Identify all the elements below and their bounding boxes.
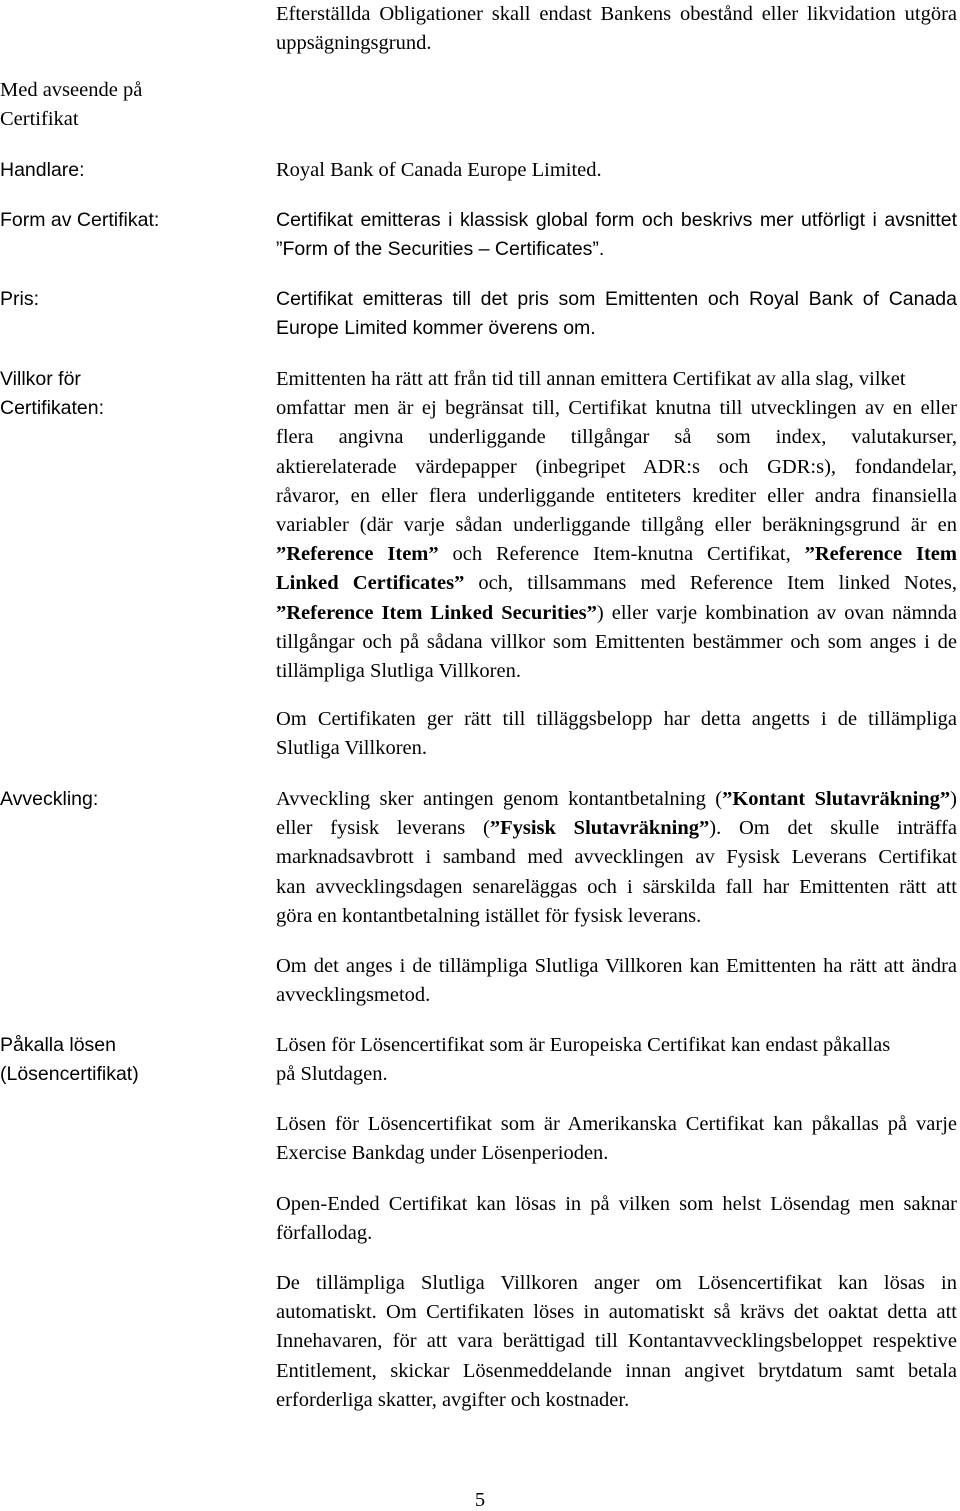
dealer-value xyxy=(276,156,957,185)
section-heading-line: Certifikat xyxy=(0,108,79,131)
paragraph-text: ) xyxy=(950,788,957,810)
paragraph-line: automatiskt. Om Certifikaten löses in automatiskt så krävs det oaktat detta att xyxy=(276,1301,957,1324)
paragraph-line: Europe Limited kommer överens om. xyxy=(276,317,596,340)
terms-label-line: Villkor för xyxy=(0,368,81,390)
terms-additional-amount-paragraph xyxy=(276,705,957,763)
exercise-paragraph xyxy=(276,1110,957,1168)
settlement-method-paragraph xyxy=(276,952,957,1010)
paragraph-line: Om det anges i de tillämpliga Slutliga Villkoren kan Emittenten ha rätt att ändra xyxy=(276,955,957,977)
paragraph-line: variabler (där varje sådan underliggande tillgång eller beräkningsgrund är en xyxy=(276,514,957,537)
paragraph-line: Lösen för Lösencertifikat som är Europeiska Certifikat kan endast påkallas xyxy=(276,1034,891,1056)
paragraph-line xyxy=(276,785,957,814)
defined-term: ”Reference Item” xyxy=(276,543,439,566)
paragraph-line: förfallodag. xyxy=(276,1222,373,1245)
terms-label-line: Certifikaten: xyxy=(0,397,105,420)
paragraph-line: Certifikat emitteras i klassisk global form och beskrivs mer utförligt i avsnittet xyxy=(276,209,957,231)
page-number: 5 xyxy=(474,1489,486,1511)
paragraph-line: Certifikat emitteras till det pris som Emittenten och Royal Bank of Canada xyxy=(276,288,957,310)
exercise-paragraph xyxy=(276,1190,957,1248)
exercise-paragraph xyxy=(276,1269,957,1415)
dealer-label-text: Handlare: xyxy=(0,159,85,181)
exercise-label xyxy=(0,1031,260,1089)
defined-term: ”Fysisk Slutavräkning” xyxy=(489,817,710,840)
paragraph-line xyxy=(276,599,957,628)
paragraph-line: göra en kontantbetalning istället för fysisk leverans. xyxy=(276,904,702,927)
paragraph-line: ”Form of the Securities – Certificates”. xyxy=(276,238,605,261)
defined-term: ”Kontant Slutavräkning” xyxy=(722,788,951,810)
paragraph-line: Exercise Bankdag under Lösenperioden. xyxy=(276,1142,609,1165)
price-label-text: Pris: xyxy=(0,288,39,310)
exercise-paragraph xyxy=(276,1031,957,1089)
defined-term: Linked Certificates” xyxy=(276,572,465,595)
paragraph-text: eller fysisk leverans ( xyxy=(276,817,490,840)
form-label-text: Form av Certifikat: xyxy=(0,209,160,231)
paragraph-text: och Reference Item-knutna Certifikat, xyxy=(438,543,805,566)
paragraph-line: Slutliga Villkoren. xyxy=(276,737,427,760)
price-label xyxy=(0,285,260,314)
paragraph-line: Emittenten ha rätt att från tid till annan emittera Certifikat av alla slag, vilket xyxy=(276,368,906,390)
paragraph-text: ). Om det skulle inträffa xyxy=(709,817,957,840)
paragraph-text: Avveckling sker antingen genom kontantbetalning ( xyxy=(276,788,723,810)
paragraph-line: Royal Bank of Canada Europe Limited. xyxy=(276,159,602,181)
paragraph-text: ) eller varje kombination av ovan nämnda xyxy=(596,601,957,624)
settlement-label-text: Avveckling: xyxy=(0,788,99,810)
paragraph-line: aktierelaterade värdepapper (inbegripet ADR:s och GDR:s), fondandelar, xyxy=(276,455,957,478)
form-label xyxy=(0,206,260,235)
paragraph-line: Innehavaren, för att vara berättigad till Kontantavvecklingsbeloppet respektive xyxy=(276,1330,957,1353)
exercise-label-line: (Lösencertifikat) xyxy=(0,1063,139,1086)
intro-paragraph xyxy=(276,0,957,58)
paragraph-line xyxy=(276,540,957,569)
price-description xyxy=(276,285,957,343)
dealer-label xyxy=(0,156,260,185)
paragraph-line: avvecklingsmetod. xyxy=(276,984,431,1007)
paragraph-line: kan avvecklingsdagen senareläggas och i särskilda fall har Emittenten rätt att xyxy=(276,875,957,898)
paragraph-line: på Slutdagen. xyxy=(276,1063,388,1086)
paragraph-line: De tillämpliga Slutliga Villkoren anger om Lösencertifikat kan lösas in xyxy=(276,1272,957,1294)
paragraph-line xyxy=(276,814,957,843)
settlement-paragraph xyxy=(276,785,957,931)
paragraph-line: Open-Ended Certifikat kan lösas in på vilken som helst Lösendag men saknar xyxy=(276,1193,957,1215)
paragraph-line: Om Certifikaten ger rätt till tilläggsbelopp har detta angetts i de tillämpliga xyxy=(276,708,957,730)
paragraph-line xyxy=(276,569,957,598)
paragraph-line: Lösen för Lösencertifikat som är Amerikanska Certifikat kan påkallas på varje xyxy=(276,1113,957,1135)
exercise-label-line: Påkalla lösen xyxy=(0,1034,116,1056)
settlement-label xyxy=(0,785,260,814)
section-heading xyxy=(0,76,260,134)
defined-term: ”Reference Item Linked Securities” xyxy=(276,601,597,624)
defined-term: ”Reference Item xyxy=(804,543,957,566)
paragraph-line: tillgångar och på sådana villkor som Emittenten bestämmer och som anges i de xyxy=(276,630,957,653)
paragraph-text: och, tillsammans med Reference Item linked Notes, xyxy=(464,572,957,595)
paragraph-line: uppsägningsgrund. xyxy=(276,32,432,55)
paragraph-line: flera angivna underliggande tillgångar så som index, valutakurser, xyxy=(276,426,957,449)
paragraph-line: erforderliga skatter, avgifter och kostnader. xyxy=(276,1388,630,1411)
paragraph-line: råvaror, en eller flera underliggande entiteters krediter eller andra finansiella xyxy=(276,484,957,507)
paragraph-line: omfattar men är ej begränsat till, Certifikat knutna till utvecklingen av en eller xyxy=(276,397,957,420)
section-heading-line: Med avseende på xyxy=(0,79,143,101)
paragraph-line: marknadsavbrott i samband med avvecklingen av Fysisk Leverans Certifikat xyxy=(276,846,957,869)
paragraph-line: Entitlement, skickar Lösenmeddelande innan angivet brytdatum samt betala xyxy=(276,1359,957,1382)
form-description xyxy=(276,206,957,264)
terms-paragraph xyxy=(276,365,957,686)
terms-label xyxy=(0,365,260,423)
paragraph-line: Efterställda Obligationer skall endast Bankens obestånd eller likvidation utgöra xyxy=(276,3,957,25)
paragraph-line: tillämpliga Slutliga Villkoren. xyxy=(276,660,521,683)
